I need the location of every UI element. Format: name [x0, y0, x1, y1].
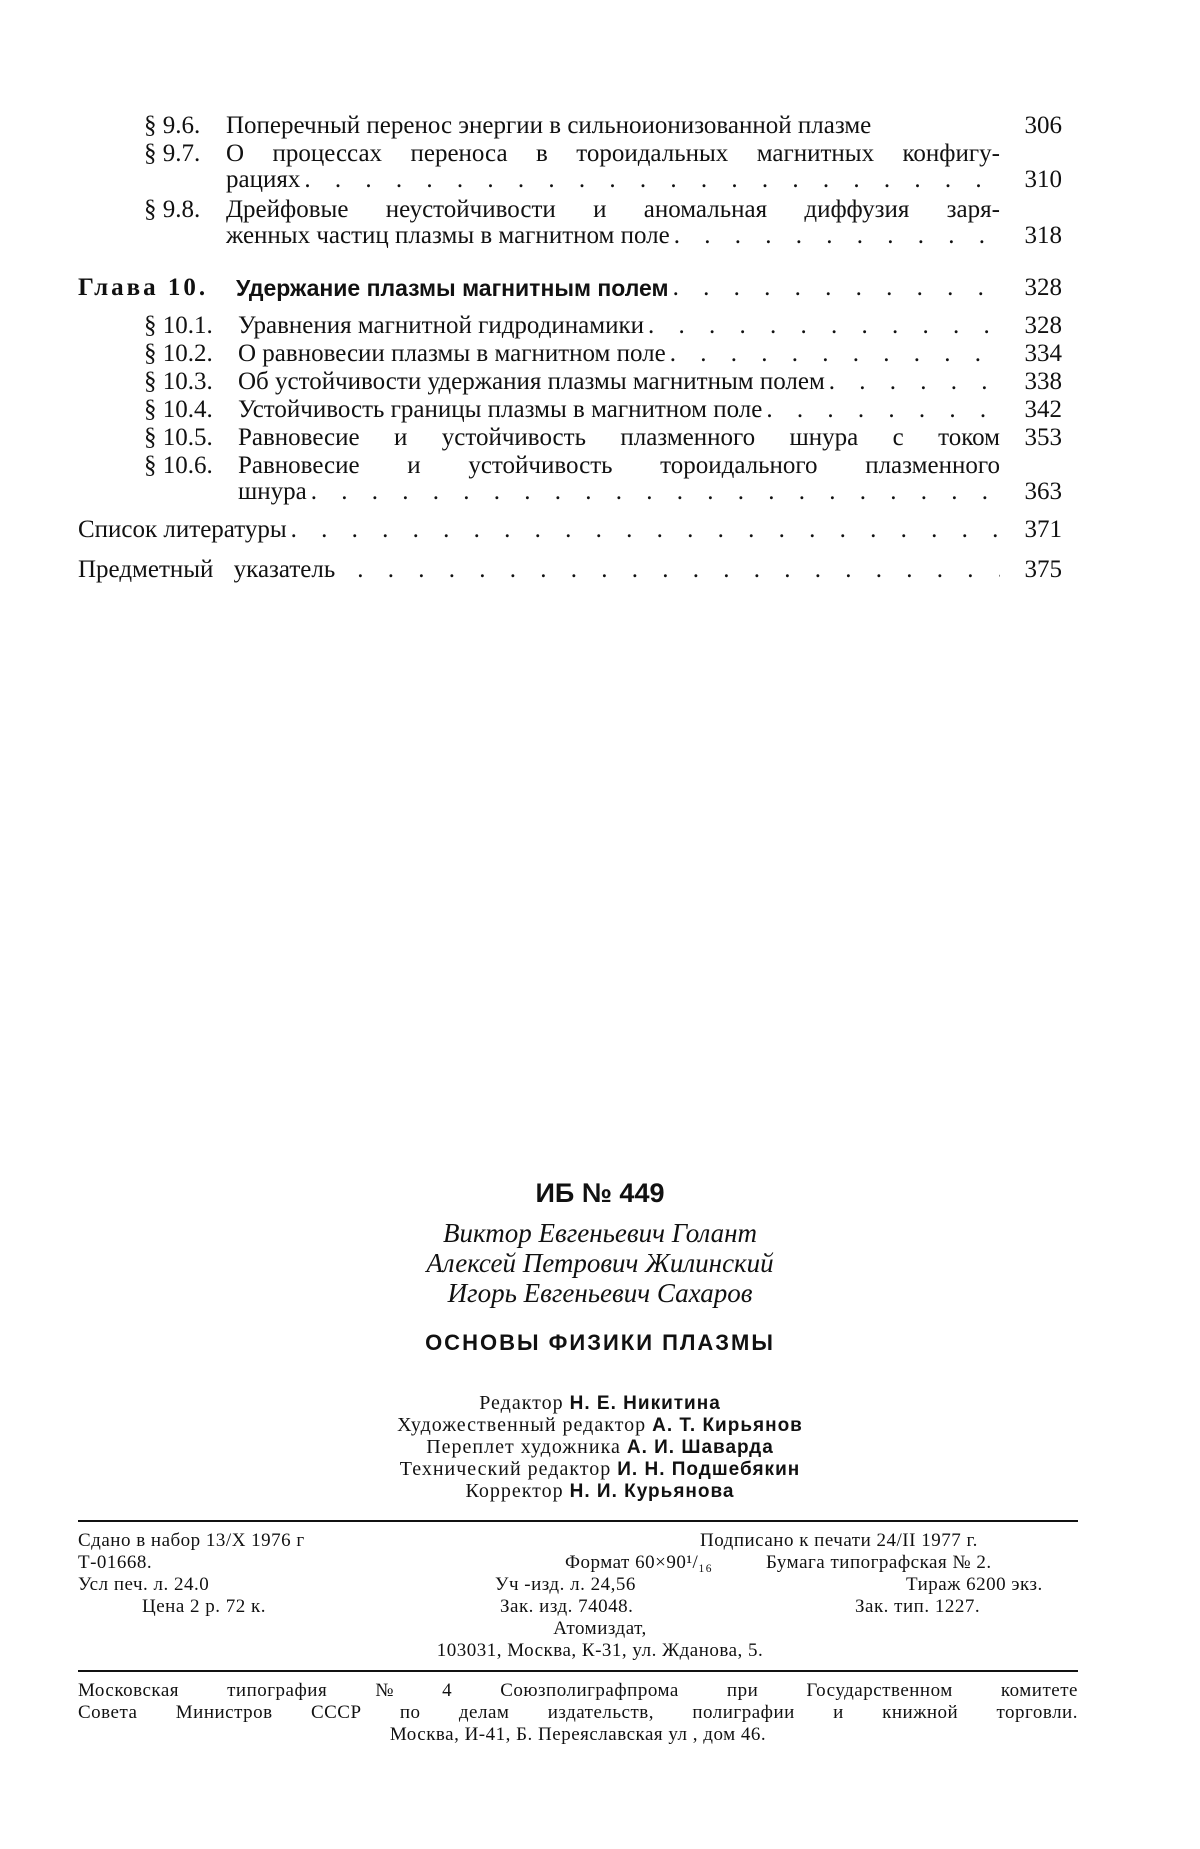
credit-person: А. И. Шаварда — [626, 1437, 774, 1458]
toc-leader-dots — [766, 396, 1000, 424]
divider-rule — [78, 1670, 1078, 1672]
toc-word: диффузия — [804, 196, 910, 223]
printer-word: 4 — [442, 1680, 453, 1701]
printer-word: и — [833, 1702, 844, 1723]
toc-page: 310 — [1024, 166, 1062, 193]
author-name: Алексей Петрович Жилинский — [426, 1248, 774, 1278]
toc-page: 342 — [1024, 396, 1062, 423]
printer-word: Союзполиграфпрома — [500, 1680, 679, 1701]
toc-word: шнура — [789, 424, 859, 451]
toc-word: с — [892, 424, 904, 451]
sent-to-set: Сдано в набор 13/X 1976 г — [78, 1530, 305, 1551]
toc-number: § 10.6. — [144, 452, 213, 479]
format: Формат 60×90¹/₁₆ — [565, 1552, 713, 1573]
printer-word: издательств, — [547, 1702, 655, 1723]
toc-entry-10-4[interactable] — [144, 396, 1062, 424]
toc-word: магнитных — [756, 140, 875, 167]
toc-word: током — [938, 424, 1000, 451]
toc-title: Устойчивость границы плазмы в магнитном поле — [238, 396, 763, 423]
toc-word: О — [226, 140, 245, 167]
toc-number: § 10.1. — [144, 312, 213, 339]
toc-leader-dots — [291, 516, 1000, 544]
credit-line — [0, 1480, 1200, 1503]
printing-house — [78, 1680, 1078, 1746]
publisher-address: 103031, Москва, К-31, ул. Жданова, 5. — [436, 1640, 764, 1661]
paper: Бумага типографская № 2. — [766, 1552, 992, 1573]
printer-word: по — [399, 1702, 421, 1723]
toc-word: и — [593, 196, 607, 223]
toc-subject-index[interactable] — [78, 556, 1062, 584]
printer-word: торговли. — [996, 1702, 1078, 1723]
signed-to-print: Подписано к печати 24/II 1977 г. — [700, 1530, 978, 1551]
toc-title-continued: женных частиц плазмы в магнитном поле — [226, 222, 670, 249]
toc-word: процессах — [272, 140, 383, 167]
toc-references[interactable] — [78, 516, 1062, 544]
toc-page: 328 — [1024, 312, 1062, 339]
credit-line — [0, 1414, 1200, 1437]
printer-word: комитете — [1000, 1680, 1078, 1701]
toc-entry-9-6[interactable] — [144, 112, 1062, 140]
toc-page: 306 — [1024, 112, 1062, 139]
printed-sheets: Усл печ. л. 24.0 — [78, 1574, 210, 1595]
toc-word: неустойчивости — [385, 196, 556, 223]
toc-page: 353 — [1024, 424, 1062, 451]
toc-leader-dots — [673, 274, 1000, 302]
toc-leader-dots — [674, 222, 1000, 250]
toc-title: Предметный указатель — [78, 556, 336, 583]
toc-word: плазменного — [620, 424, 756, 451]
toc-entry-9-8-line2[interactable] — [226, 222, 1062, 250]
printer-word: типография — [227, 1680, 328, 1701]
toc-number: § 10.4. — [144, 396, 213, 423]
toc-entry-9-8-line1[interactable] — [144, 196, 1000, 224]
chapter-number: Глава 10. — [78, 274, 209, 301]
toc-number: § 10.2. — [144, 340, 213, 367]
toc-title: Уравнения магнитной гидродинамики — [238, 312, 645, 339]
credit-role: Корректор — [465, 1480, 564, 1502]
toc-page: 328 — [1024, 274, 1062, 301]
credit-role: Художественный редактор — [397, 1414, 647, 1436]
book-title: ОСНОВЫ ФИЗИКИ ПЛАЗМЫ — [425, 1330, 775, 1355]
toc-word: заря- — [946, 196, 1000, 223]
printing-house-line — [78, 1702, 1078, 1724]
toc-number: § 9.6. — [144, 112, 201, 139]
toc-word: аномальная — [643, 196, 768, 223]
toc-leader-dots — [311, 478, 1000, 506]
toc-word: и — [407, 452, 421, 479]
toc-word: Равновесие — [238, 424, 360, 451]
chapter-title: Удержание плазмы магнитным полем — [236, 275, 669, 301]
printer-word: № — [375, 1680, 394, 1701]
printer-word: Министров — [175, 1702, 273, 1723]
credit-person: А. Т. Кирьянов — [652, 1415, 803, 1436]
printing-house-address: Москва, И-41, Б. Переяславская ул , дом 46. — [389, 1724, 767, 1745]
printer-word: при — [726, 1680, 759, 1701]
toc-word: Равновесие — [238, 452, 360, 479]
toc-word: тороидального — [660, 452, 818, 479]
toc-entry-10-6-line1[interactable] — [144, 452, 1000, 480]
toc-entry-10-3[interactable] — [144, 368, 1062, 396]
author-name: Виктор Евгеньевич Голант — [442, 1218, 758, 1248]
credit-person: Н. Е. Никитина — [569, 1393, 721, 1414]
toc-number: § 9.8. — [144, 196, 201, 223]
credit-line — [0, 1392, 1200, 1415]
credit-role: Технический редактор — [399, 1458, 612, 1480]
ib-number: ИБ № 449 — [535, 1178, 665, 1208]
toc-word: конфигу- — [902, 140, 1000, 167]
author-name: Игорь Евгеньевич Сахаров — [447, 1278, 753, 1308]
toc-word: переноса — [410, 140, 508, 167]
toc-chapter-10[interactable] — [78, 274, 1062, 302]
credit-role: Переплет художника — [426, 1436, 621, 1458]
divider-rule — [78, 1520, 1078, 1522]
toc-title-continued: рациях — [226, 166, 301, 193]
publisher-name: Атомиздат, — [553, 1618, 647, 1639]
toc-entry-10-5[interactable] — [144, 424, 1062, 452]
credit-line — [0, 1436, 1200, 1459]
toc-entry-10-1[interactable] — [144, 312, 1062, 340]
toc-entry-10-2[interactable] — [144, 340, 1062, 368]
credit-role: Редактор — [479, 1392, 564, 1414]
toc-page: 363 — [1024, 478, 1062, 505]
publisher-sheets: Уч -изд. л. 24,56 — [495, 1574, 636, 1595]
toc-number: § 9.7. — [144, 140, 201, 167]
toc-number: § 10.5. — [144, 424, 213, 451]
printing-house-line — [78, 1680, 1078, 1702]
publisher-order: Зак. изд. 74048. — [500, 1596, 634, 1617]
toc-word: плазменного — [865, 452, 1000, 479]
toc-leader-dots — [357, 556, 1000, 584]
toc-word: тороидальных — [576, 140, 729, 167]
credit-line — [0, 1458, 1200, 1481]
toc-entry-10-6-line2[interactable] — [238, 478, 1062, 506]
toc-title-continued: шнура — [238, 478, 307, 505]
toc-word: устойчивость — [441, 424, 586, 451]
toc-word: устойчивость — [468, 452, 613, 479]
toc-leader-dots — [648, 312, 1000, 340]
printer-word: полиграфии — [692, 1702, 795, 1723]
printer-word: книжной — [882, 1702, 959, 1723]
toc-title: Об устойчивости удержания плазмы магнитным полем — [238, 368, 825, 395]
toc-leader-dots — [304, 166, 1000, 194]
toc-entry-9-7-line1[interactable] — [144, 140, 1000, 168]
price: Цена 2 р. 72 к. — [142, 1596, 266, 1617]
credit-person: Н. И. Курьянова — [569, 1481, 735, 1502]
printer-word: СССР — [310, 1702, 362, 1723]
toc-page: 371 — [1024, 516, 1062, 543]
toc-leader-dots — [829, 368, 1000, 396]
toc-number: § 10.3. — [144, 368, 213, 395]
toc-page: 338 — [1024, 368, 1062, 395]
toc-title: Поперечный перенос энергии в сильноионизованной плазме — [226, 112, 872, 139]
toc-entry-9-7-line2[interactable] — [226, 166, 1062, 194]
toc-title: Список литературы — [78, 516, 287, 543]
toc-leader-dots — [670, 340, 1000, 368]
toc-page: 334 — [1024, 340, 1062, 367]
print-run: Тираж 6200 экз. — [906, 1574, 1043, 1595]
print-order: Зак. тип. 1227. — [855, 1596, 981, 1617]
printer-word: Московская — [78, 1680, 180, 1701]
toc-title: О равновесии плазмы в магнитном поле — [238, 340, 666, 367]
toc-word: в — [535, 140, 548, 167]
toc-page: 375 — [1024, 556, 1062, 583]
toc-word: Дрейфовые — [226, 196, 349, 223]
code: Т-01668. — [78, 1552, 153, 1573]
printer-word: Совета — [78, 1702, 138, 1723]
toc-word: и — [394, 424, 408, 451]
toc-page: 318 — [1024, 222, 1062, 249]
credit-person: И. Н. Подшебякин — [617, 1459, 801, 1480]
printer-word: делам — [458, 1702, 510, 1723]
printer-word: Государственном — [806, 1680, 953, 1701]
